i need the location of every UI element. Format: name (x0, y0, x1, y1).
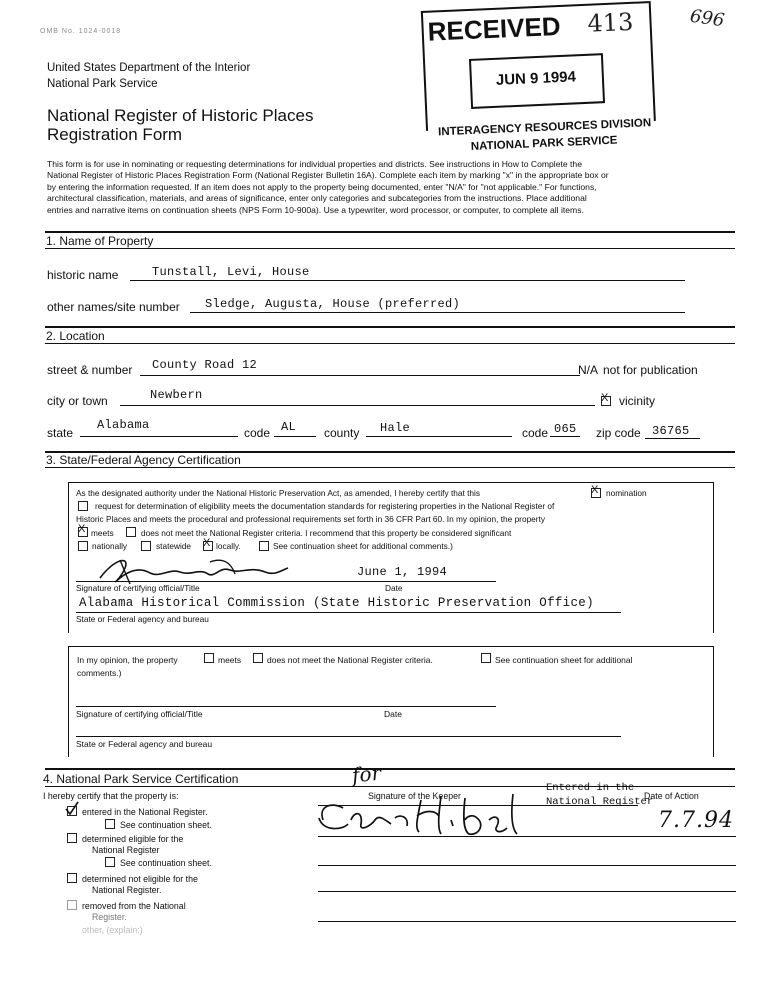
city-label: city or town (47, 394, 108, 408)
opt-not-eligible-a: determined not eligible for the (82, 874, 198, 884)
opinion-line2: comments.) (77, 668, 122, 678)
date-of-action-label: Date of Action (644, 791, 699, 801)
county-value[interactable]: Hale (380, 421, 411, 435)
instruction-line: This form is for use in nominating or requesting determinations for individual properties and districts. See instructions in How to Complete the (47, 159, 582, 169)
cert-meets: meets (91, 528, 114, 538)
cert-line3: Historic Places and meets the procedural and professional requirements set forth in 36 CFR Part 60. In my opinion, the property (76, 514, 546, 524)
opt-entered-continuation: See continuation sheet. (120, 820, 212, 830)
county-code-label: code (522, 426, 549, 440)
cert-statewide: statewide (156, 541, 192, 551)
form-title-line1: National Register of Historic Places (47, 106, 314, 125)
other-names-label: other names/site number (47, 300, 180, 314)
handwritten-corner-number: 696 (688, 5, 726, 32)
section4-title: 4. National Park Service Certification (43, 772, 239, 786)
entered-stamp-1: Entered in the (546, 782, 635, 794)
cert-signature-label: Signature of certifying official/Title (76, 583, 200, 593)
form-title-line2: Registration Form (47, 125, 183, 144)
cert-locally: locally. (216, 541, 241, 551)
cert-line2: request for determination of eligibility meets the documentation standards for registering properties in the National Register of (95, 501, 555, 511)
county-code-value[interactable]: 065 (554, 422, 577, 436)
locally-checkbox-mark[interactable]: X (203, 537, 211, 549)
opt-removed-a: removed from the National (82, 901, 186, 911)
historic-name-value[interactable]: Tunstall, Levi, House (152, 265, 310, 279)
other-names-value[interactable]: Sledge, Augusta, House (preferred) (205, 297, 461, 311)
section3-title: 3. State/Federal Agency Certification (46, 453, 241, 467)
opinion-line1: In my opinion, the property (77, 655, 178, 665)
zip-label: zip code (596, 426, 641, 440)
opt-other: other, (explain:) (82, 925, 143, 935)
opt-entered: entered in the National Register. (82, 807, 208, 817)
city-value[interactable]: Newbern (150, 388, 203, 402)
checkmark-icon (64, 800, 80, 816)
instruction-line: entries and narrative items on continuation sheets (NPS Form 10-900a). Use a typewriter, word processor, or computer, to complete all items. (47, 204, 584, 215)
opt-eligible-a: determined eligible for the (82, 834, 184, 844)
cert-nationally: nationally (92, 541, 128, 551)
division-line2: NATIONAL PARK SERVICE (470, 134, 618, 153)
instructions (47, 159, 737, 216)
certification-date[interactable]: June 1, 1994 (357, 565, 448, 579)
instruction-line: by entering the information requested. If an item does not apply to the property being documented, enter "N/A" for "not applicable." For functions, (47, 181, 597, 192)
cert-agency-label: State or Federal agency and bureau (76, 614, 209, 624)
opinion-does-not: does not meet the National Register criteria. (267, 655, 433, 665)
state-value[interactable]: Alabama (97, 418, 150, 432)
historic-name-label: historic name (47, 268, 119, 282)
opt-removed-b: Register. (92, 912, 127, 922)
opinion-date-label: Date (384, 709, 402, 719)
state-code-value[interactable]: AL (281, 420, 297, 434)
section1-title: 1. Name of Property (46, 234, 154, 248)
received-label: RECEIVED (427, 10, 562, 47)
instruction-line: National Register of Historic Places Registration Form (National Register Bulletin 16A). Complete each item by marking "x" in the appropriate box or (47, 170, 609, 181)
opinion-see-continuation: See continuation sheet for additional (495, 655, 633, 665)
received-date: JUN 9 1994 (495, 68, 577, 89)
received-handwritten: 413 (586, 7, 634, 38)
agency-line2: National Park Service (47, 78, 158, 90)
division-line1: INTERAGENCY RESOURCES DIVISION (437, 117, 652, 139)
section4-intro: I hereby certify that the property is: (43, 791, 179, 801)
instruction-line: architectural classification, materials, and areas of significance, enter only categories and subcategories from the instructions. Place additional (47, 193, 587, 204)
opt-eligible-continuation: See continuation sheet. (120, 858, 212, 868)
vicinity-checkbox-mark[interactable]: X (601, 392, 609, 404)
street-value[interactable]: County Road 12 (152, 358, 258, 372)
vicinity-label: vicinity (619, 394, 656, 408)
not-for-publication-mark: N/A (578, 363, 599, 377)
keeper-signature (313, 780, 538, 842)
opt-not-eligible-b: National Register. (92, 885, 162, 895)
state-label: state (47, 426, 74, 440)
opinion-agency-label: State or Federal agency and bureau (76, 739, 213, 749)
opt-eligible-b: National Register (92, 845, 160, 855)
state-code-label: code (244, 426, 271, 440)
omb-number-faded: OMB No. 1024-0018 (40, 28, 122, 35)
zip-value[interactable]: 36765 (652, 424, 690, 438)
opinion-meets: meets (218, 655, 242, 665)
cert-line1: As the designated authority under the National Historic Preservation Act, as amended, I hereby certify that this (76, 488, 480, 498)
cert-line4: does not meet the National Register criteria. I recommend that this property be considered significant (141, 528, 512, 538)
cert-see-continuation: See continuation sheet for additional comments.) (273, 541, 453, 551)
meets-checkbox-mark[interactable]: X (78, 523, 86, 535)
nomination-checkbox-mark[interactable]: X (591, 484, 599, 496)
not-for-publication-label: not for publication (603, 363, 698, 377)
date-of-action-value[interactable]: 7.7.94 (658, 808, 734, 833)
cert-agency-value[interactable]: Alabama Historical Commission (State Historic Preservation Office) (79, 596, 594, 610)
opinion-signature-label: Signature of certifying official/Title (76, 709, 203, 719)
agency-line1: United States Department of the Interior (47, 62, 251, 74)
received-stamp (419, 1, 657, 161)
entered-stamp-2: National Register (546, 796, 654, 808)
street-label: street & number (47, 363, 133, 377)
keeper-for-mark: for (350, 760, 383, 788)
nomination-label: nomination (606, 488, 647, 498)
keeper-signature-label: Signature of the Keeper (368, 791, 461, 801)
cert-date-label: Date (385, 583, 403, 593)
section2-title: 2. Location (46, 329, 105, 343)
county-label: county (324, 426, 360, 440)
